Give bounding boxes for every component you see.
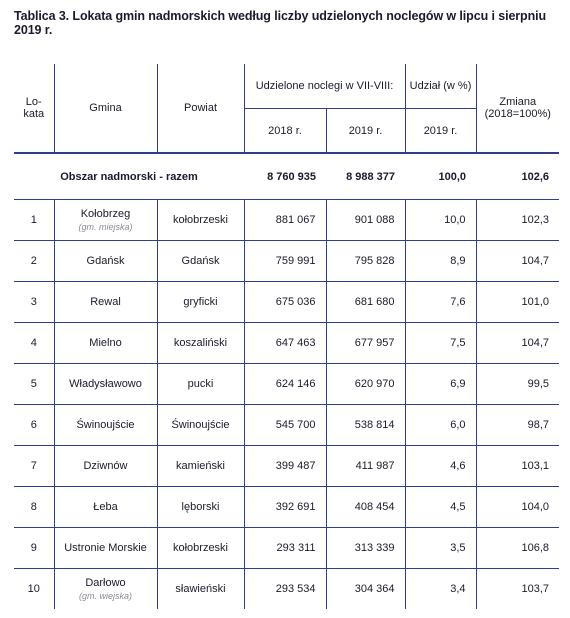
cell-udzial: 7,6 xyxy=(405,282,476,323)
gmina-name: Ustronie Morskie xyxy=(64,542,147,554)
cell-powiat: kołobrzeski xyxy=(157,200,244,241)
total-row xyxy=(14,153,559,200)
cell-2018: 675 036 xyxy=(244,282,326,323)
ranking-table xyxy=(14,64,559,609)
cell-gmina xyxy=(54,282,157,323)
total-2018: 8 760 935 xyxy=(244,153,326,200)
total-udzial: 100,0 xyxy=(405,153,476,200)
header-noclegi-group: Udzielone noclegi w VII-VIII: xyxy=(244,64,405,109)
cell-2018: 881 067 xyxy=(244,200,326,241)
table-row xyxy=(14,323,559,364)
cell-2018: 647 463 xyxy=(244,323,326,364)
cell-udzial: 3,5 xyxy=(405,528,476,569)
header-year-2018: 2018 r. xyxy=(244,109,326,154)
gmina-name: Dziwnów xyxy=(83,460,128,472)
cell-powiat: Świnoujście xyxy=(157,405,244,446)
cell-2019: 795 828 xyxy=(326,241,405,282)
table-row xyxy=(14,446,559,487)
table-row xyxy=(14,200,559,241)
cell-udzial: 4,6 xyxy=(405,446,476,487)
cell-gmina xyxy=(54,200,157,241)
cell-zmiana: 104,0 xyxy=(476,487,559,528)
cell-powiat: kołobrzeski xyxy=(157,528,244,569)
cell-udzial: 8,9 xyxy=(405,241,476,282)
header-gmina: Gmina xyxy=(54,64,157,153)
cell-udzial: 3,4 xyxy=(405,569,476,610)
cell-udzial: 6,0 xyxy=(405,405,476,446)
cell-2019: 313 339 xyxy=(326,528,405,569)
cell-udzial: 4,5 xyxy=(405,487,476,528)
cell-gmina xyxy=(54,487,157,528)
cell-zmiana: 104,7 xyxy=(476,241,559,282)
cell-udzial: 7,5 xyxy=(405,323,476,364)
cell-gmina xyxy=(54,405,157,446)
table-row xyxy=(14,528,559,569)
cell-zmiana: 102,3 xyxy=(476,200,559,241)
cell-2018: 759 991 xyxy=(244,241,326,282)
cell-rank: 3 xyxy=(14,282,54,323)
cell-rank: 9 xyxy=(14,528,54,569)
total-2019: 8 988 377 xyxy=(326,153,405,200)
cell-2019: 620 970 xyxy=(326,364,405,405)
header-year-2019: 2019 r. xyxy=(326,109,405,154)
gmina-type-note: (gm. wiejska) xyxy=(78,591,132,601)
cell-zmiana: 99,5 xyxy=(476,364,559,405)
cell-2019: 538 814 xyxy=(326,405,405,446)
cell-zmiana: 101,0 xyxy=(476,282,559,323)
cell-rank: 1 xyxy=(14,200,54,241)
gmina-name: Łeba xyxy=(93,501,118,513)
cell-powiat: lęborski xyxy=(157,487,244,528)
table-title: Tablica 3. Lokata gmin nadmorskich według liczby udzielonych noclegów w lipcu i sierpniu 2019 r. xyxy=(14,9,547,37)
cell-2018: 392 691 xyxy=(244,487,326,528)
cell-udzial: 10,0 xyxy=(405,200,476,241)
cell-powiat: Gdańsk xyxy=(157,241,244,282)
cell-zmiana: 98,7 xyxy=(476,405,559,446)
cell-zmiana: 104,7 xyxy=(476,323,559,364)
header-udzial-year: 2019 r. xyxy=(405,109,476,154)
cell-2019: 408 454 xyxy=(326,487,405,528)
cell-2019: 677 957 xyxy=(326,323,405,364)
cell-rank: 7 xyxy=(14,446,54,487)
header-zmiana: Zmiana (2018=100%) xyxy=(476,64,559,153)
cell-2019: 681 680 xyxy=(326,282,405,323)
gmina-name: Rewal xyxy=(90,296,121,308)
table-row xyxy=(14,241,559,282)
cell-gmina xyxy=(54,528,157,569)
cell-powiat: sławieński xyxy=(157,569,244,610)
cell-zmiana: 103,1 xyxy=(476,446,559,487)
gmina-name: Władysławowo xyxy=(69,378,142,390)
cell-2018: 624 146 xyxy=(244,364,326,405)
cell-gmina xyxy=(54,364,157,405)
cell-powiat: kamieński xyxy=(157,446,244,487)
header-udzial-group: Udział (w %) xyxy=(405,64,476,109)
cell-udzial: 6,9 xyxy=(405,364,476,405)
cell-powiat: gryficki xyxy=(157,282,244,323)
gmina-name: Świnoujście xyxy=(76,419,135,431)
table-row xyxy=(14,487,559,528)
cell-rank: 8 xyxy=(14,487,54,528)
total-zmiana: 102,6 xyxy=(476,153,559,200)
cell-gmina xyxy=(54,446,157,487)
gmina-name: Darłowo xyxy=(85,577,126,589)
cell-2018: 545 700 xyxy=(244,405,326,446)
cell-2018: 293 311 xyxy=(244,528,326,569)
gmina-name: Gdańsk xyxy=(86,255,125,267)
cell-gmina xyxy=(54,569,157,610)
cell-2018: 293 534 xyxy=(244,569,326,610)
cell-2019: 411 987 xyxy=(326,446,405,487)
cell-powiat: koszaliński xyxy=(157,323,244,364)
cell-rank: 5 xyxy=(14,364,54,405)
cell-powiat: pucki xyxy=(157,364,244,405)
gmina-name: Kołobrzeg xyxy=(80,208,131,220)
table-row xyxy=(14,405,559,446)
total-label: Obszar nadmorski - razem xyxy=(14,153,244,200)
cell-2018: 399 487 xyxy=(244,446,326,487)
header-lokata: Lo- kata xyxy=(14,64,54,153)
gmina-name: Mielno xyxy=(89,337,122,349)
header-powiat: Powiat xyxy=(157,64,244,153)
gmina-type-note: (gm. miejska) xyxy=(78,222,133,232)
cell-rank: 10 xyxy=(27,583,40,595)
table-row xyxy=(14,282,559,323)
cell-zmiana: 106,8 xyxy=(476,528,559,569)
table-row xyxy=(14,364,559,405)
cell-2019: 304 364 xyxy=(326,569,405,610)
cell-zmiana: 103,7 xyxy=(476,569,559,610)
cell-gmina xyxy=(54,241,157,282)
table-row xyxy=(14,569,559,610)
cell-rank: 4 xyxy=(14,323,54,364)
cell-gmina xyxy=(54,323,157,364)
cell-rank: 2 xyxy=(14,241,54,282)
header-row-top xyxy=(14,64,559,109)
cell-rank: 6 xyxy=(14,405,54,446)
cell-2019: 901 088 xyxy=(326,200,405,241)
